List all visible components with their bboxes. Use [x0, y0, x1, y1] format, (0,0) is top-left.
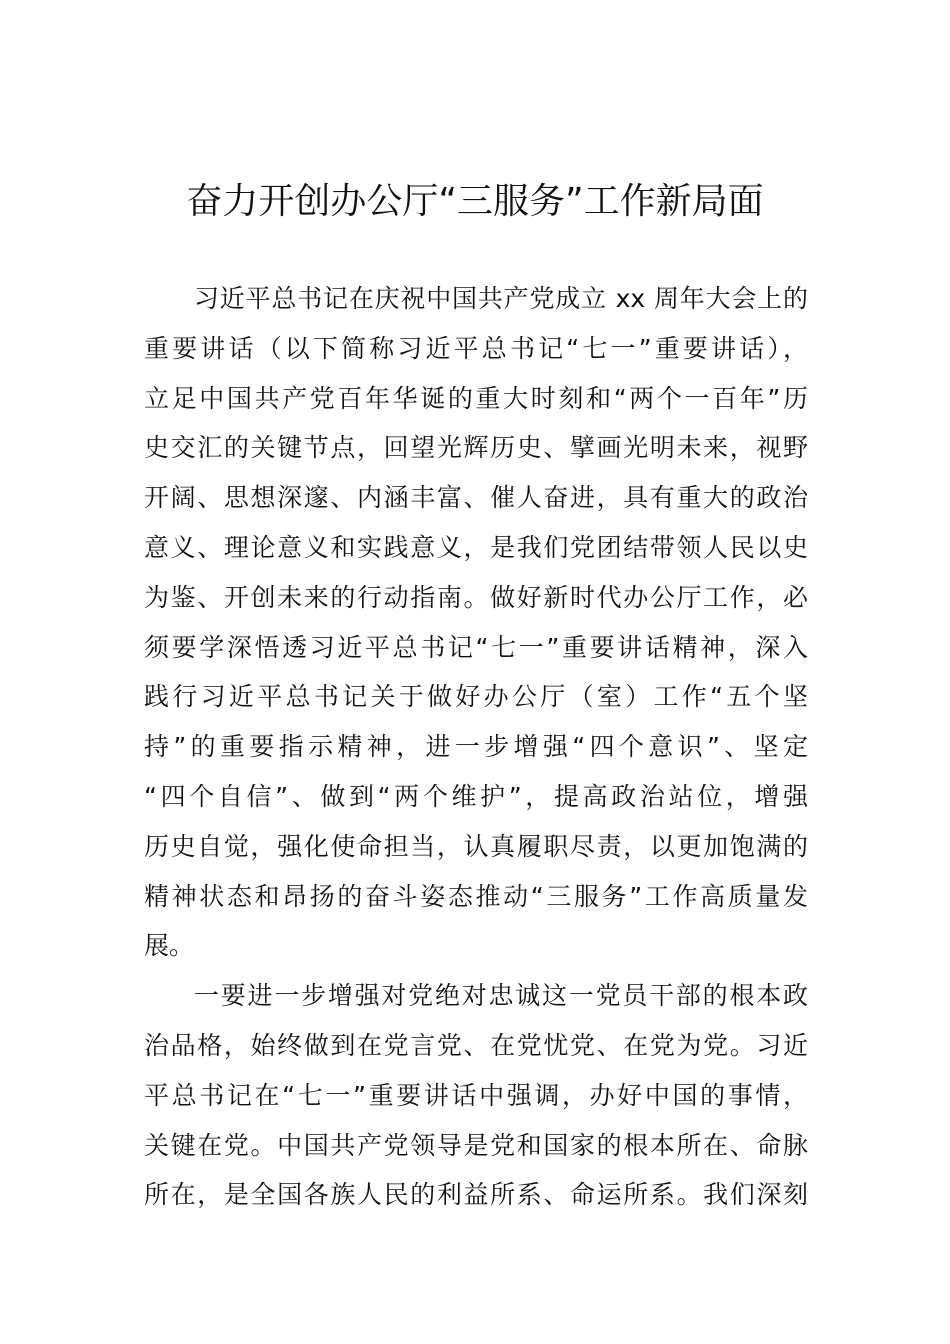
text-line: 历史自觉，强化使命担当，认真履职尽责，以更加饱满的 [144, 831, 808, 861]
text-line: 治品格，始终做到在党言党、在党忧党、在党为党。习近 [144, 1030, 808, 1060]
text-line: 所在，是全国各族人民的利益所系、命运所系。我们深刻 [144, 1180, 808, 1210]
text-line: 展。 [144, 931, 195, 961]
text-line: 关键在党。中国共产党领导是党和国家的根本所在、命脉 [144, 1130, 808, 1160]
paragraph-2 [144, 971, 808, 1220]
text-line: 须要学深悟透习近平总书记“七一”重要讲话精神，深入 [144, 632, 808, 662]
paragraph-1 [144, 274, 808, 971]
text-line: 习近平总书记在庆祝中国共产党成立 xx 周年大会上的 [194, 284, 808, 313]
text-line: 史交汇的关键节点，回望光辉历史、擘画光明未来，视野 [144, 433, 808, 463]
text-line: 开阔、思想深邃、内涵丰富、催人奋进，具有重大的政治 [144, 483, 808, 513]
text-line: 意义、理论意义和实践意义，是我们党团结带领人民以史 [144, 532, 808, 562]
text-line: 重要讲话（以下简称习近平总书记“七一”重要讲话）， [144, 333, 808, 363]
text-line: 践行习近平总书记关于做好办公厅（室）工作“五个坚 [144, 682, 808, 712]
text-line: 精神状态和昂扬的奋斗姿态推动“三服务”工作高质量发 [144, 881, 808, 911]
text-line: 平总书记在“七一”重要讲话中强调，办好中国的事情， [144, 1080, 808, 1110]
text-line: “四个自信”、做到“两个维护”，提高政治站位，增强 [144, 781, 808, 811]
document-title: 奋力开创办公厅“三服务”工作新局面 [186, 181, 764, 222]
text-line: 为鉴、开创未来的行动指南。做好新时代办公厅工作，必 [144, 582, 808, 612]
document-body [144, 274, 808, 1220]
text-line: 一要进一步增强对党绝对忠诚这一党员干部的根本政 [194, 981, 808, 1011]
text-line: 持”的重要指示精神，进一步增强“四个意识”、坚定 [144, 732, 808, 762]
text-line: 立足中国共产党百年华诞的重大时刻和“两个一百年”历 [144, 383, 808, 413]
